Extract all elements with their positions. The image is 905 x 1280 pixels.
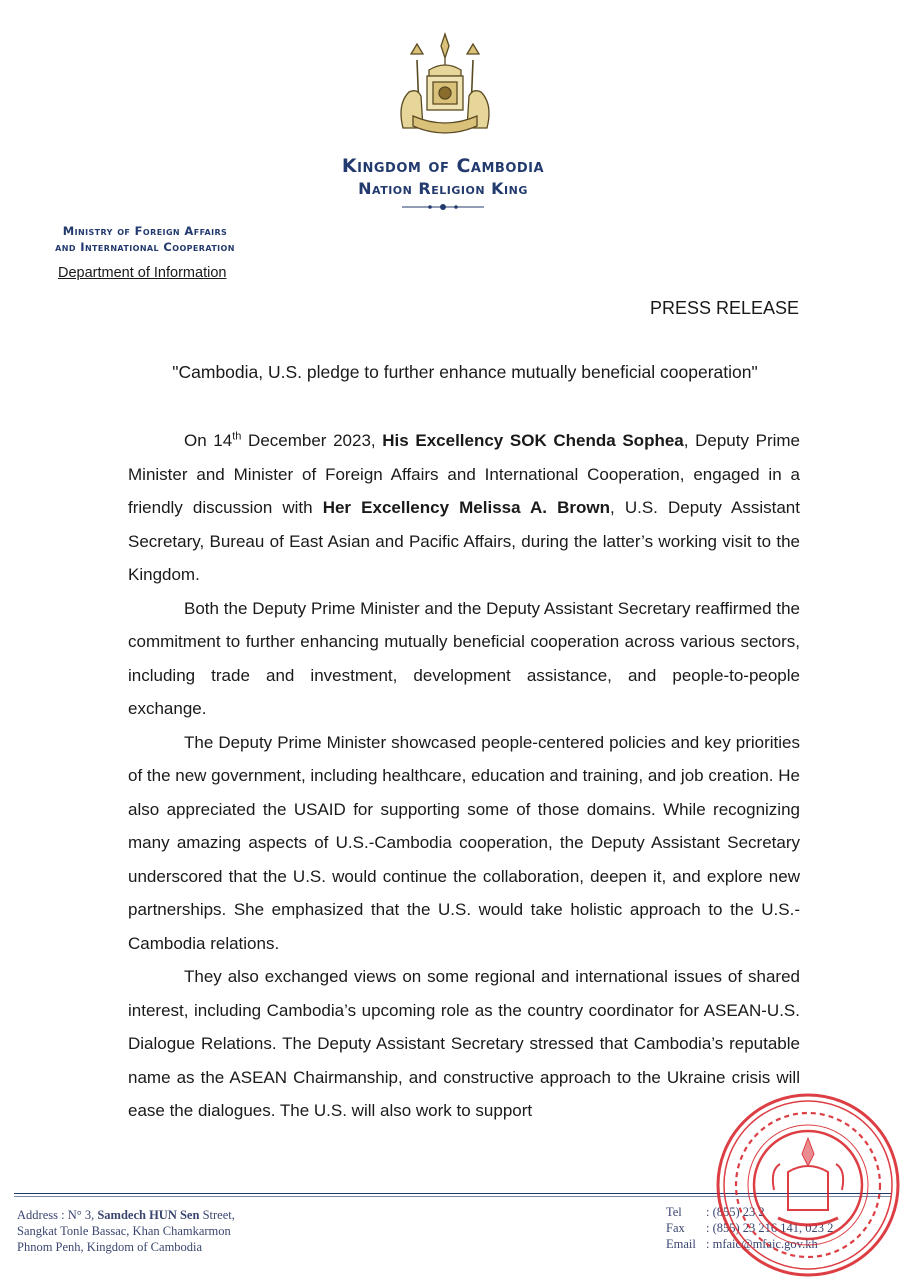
paragraph-4: They also exchanged views on some regional and international issues of shared interest, including Cambodia’s upcoming role as the country coordinator for ASEAN-U.S. Dialogue Relations. The Deputy Assistant Secretary stressed that Cambodia’s reputable name as the ASEAN Chairmanship, and constructive approach to the Ukraine crisis will ease the dialogues. The U.S. will also work to support	[128, 967, 800, 1120]
official-name-us: Her Excellency Melissa A. Brown	[322, 498, 611, 517]
paragraph-1: On 14th December 2023, His Excellency SOK Chenda Sophea, Deputy Prime Minister and Minister of Foreign Affairs and International Cooperation, engaged in a friendly discussion with Her Excellency Melissa A. Brown, U.S. Deputy Assistant Secretary, Bureau of East Asian and Pacific Affairs, during the latter’s working visit to the Kingdom.	[128, 430, 800, 584]
press-release-body	[128, 424, 800, 1128]
department-name: Department of Information	[58, 265, 227, 281]
footer-contact: Tel : (855) 23 2 Fax : (855) 23 216 141, 023 2 Email : mfaic@mfaic.gov.kh	[666, 1205, 834, 1251]
ministry-name-line2: and International Cooperation	[55, 240, 235, 254]
national-motto: Nation Religion King	[358, 179, 528, 198]
ministry-name-line1: Ministry of Foreign Affairs	[62, 224, 228, 238]
ornament-divider-icon	[400, 202, 486, 212]
paragraph-3: The Deputy Prime Minister showcased people-centered policies and key priorities of the new government, including healthcare, education and training, and job creation. He also appreciated the USAID for supporting some of those domains. While recognizing many amazing aspects of U.S.-Cambodia cooperation, the Deputy Assistant Secretary underscored that the U.S. would continue the collaboration, deepen it, and explore new partnerships. She emphasized that the U.S. would take holistic approach to the U.S.-Cambodia relations.	[128, 732, 800, 953]
paragraph-2: Both the Deputy Prime Minister and the Deputy Assistant Secretary reaffirmed the commitment to further enhancing mutually beneficial cooperation across various sectors, including trade and investment, development assistance, and people-to-people exchange.	[128, 598, 800, 718]
kingdom-title: Kingdom of Cambodia	[341, 155, 545, 177]
official-seal-stamp-icon	[708, 1090, 903, 1280]
press-release-headline: "Cambodia, U.S. pledge to further enhance mutually beneficial cooperation"	[172, 362, 758, 382]
footer-address: Address : N° 3, Samdech HUN Sen Street, Sangkat Tonle Bassac, Khan Chamkarmon Phnom Penh, Kingdom of Cambodia	[17, 1208, 235, 1254]
official-name-cambodia: His Excellency SOK Chenda Sophea	[382, 431, 684, 450]
royal-emblem-icon	[383, 30, 507, 142]
document-type: PRESS RELEASE	[649, 298, 799, 318]
